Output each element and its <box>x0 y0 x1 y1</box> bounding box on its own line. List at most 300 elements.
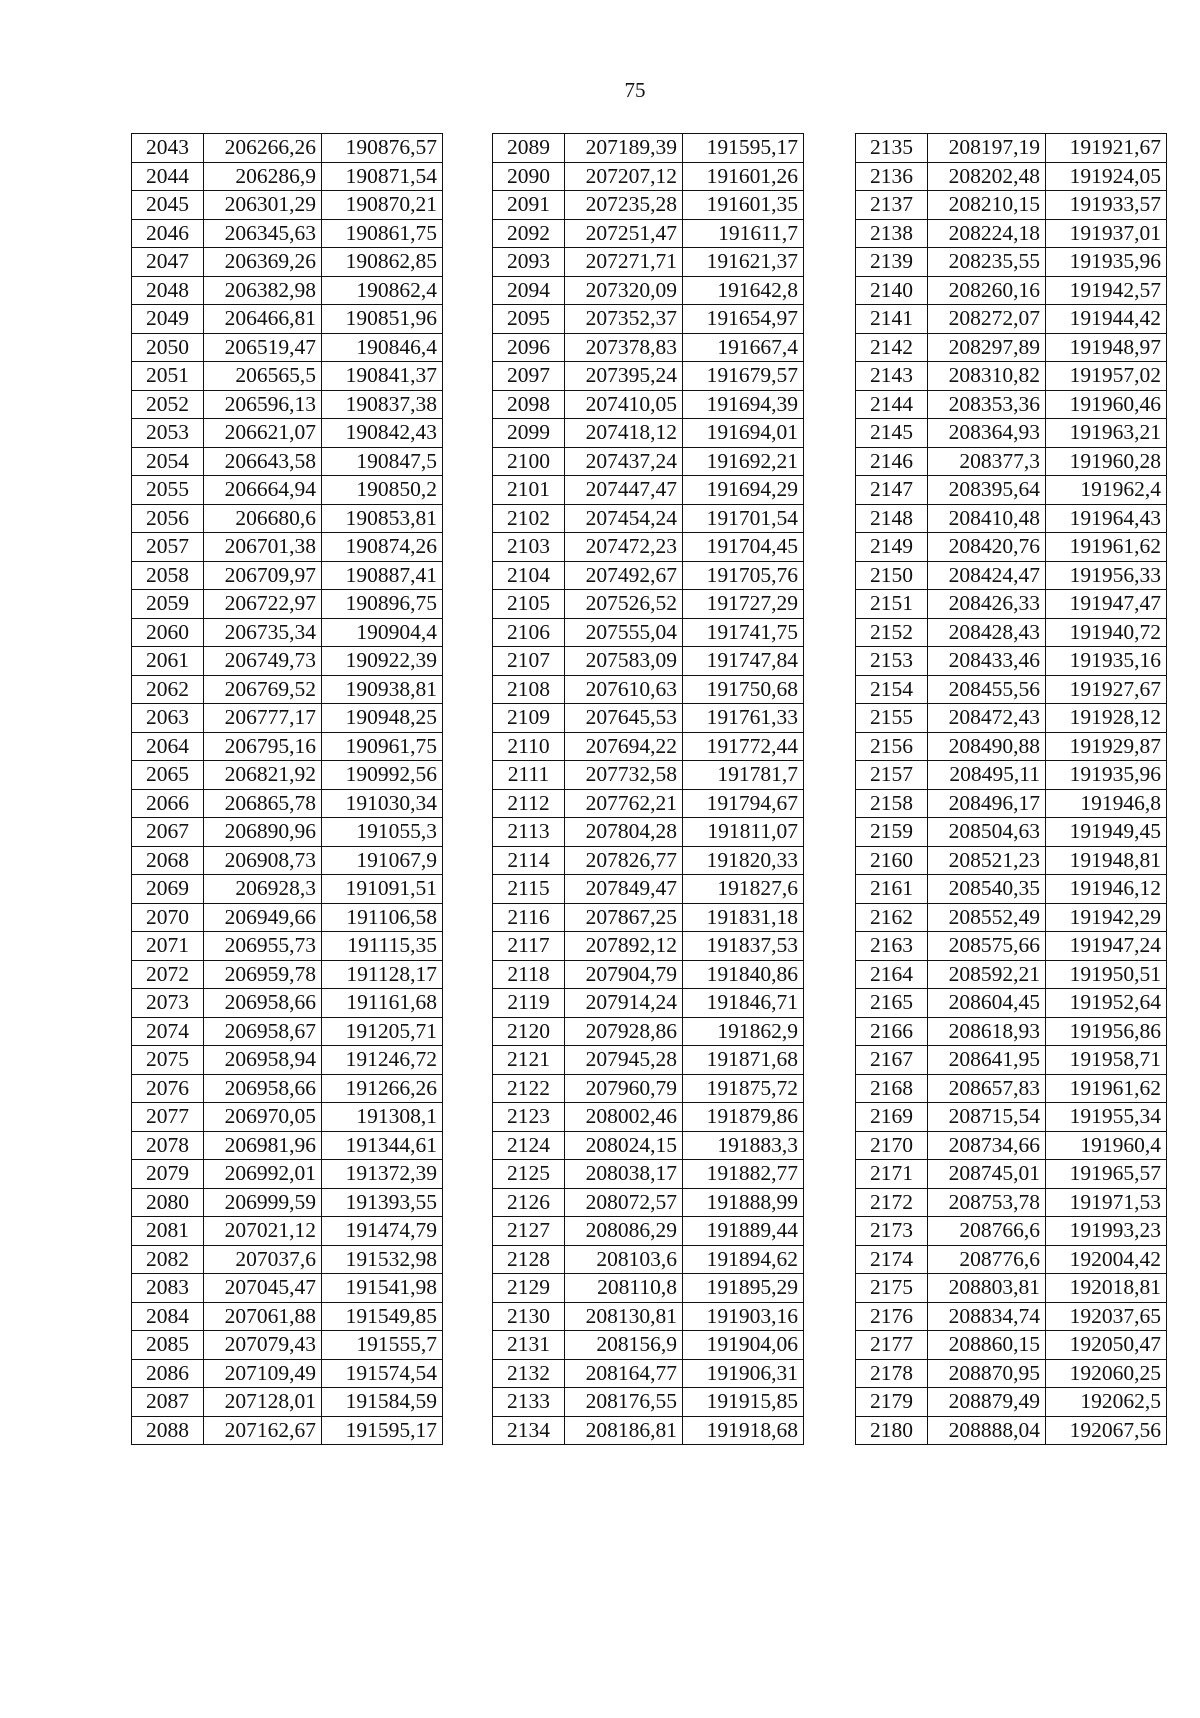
y-coordinate-cell: 190992,56 <box>322 761 443 790</box>
table-row <box>493 618 804 647</box>
x-coordinate-cell: 206709,97 <box>204 561 322 590</box>
table-row <box>132 675 443 704</box>
x-coordinate-cell: 208235,55 <box>928 248 1046 277</box>
point-number-cell: 2097 <box>493 362 565 391</box>
table-row <box>493 1217 804 1246</box>
x-coordinate-cell: 206519,47 <box>204 333 322 362</box>
x-coordinate-cell: 206301,29 <box>204 191 322 220</box>
y-coordinate-cell: 191030,34 <box>322 789 443 818</box>
y-coordinate-cell: 191846,71 <box>683 989 804 1018</box>
point-number-cell: 2102 <box>493 504 565 533</box>
point-number-cell: 2158 <box>856 789 928 818</box>
y-coordinate-cell: 191741,75 <box>683 618 804 647</box>
x-coordinate-cell: 207928,86 <box>565 1017 683 1046</box>
table-row <box>856 1274 1167 1303</box>
y-coordinate-cell: 191555,7 <box>322 1331 443 1360</box>
table-row <box>493 1274 804 1303</box>
y-coordinate-cell: 191595,17 <box>322 1416 443 1445</box>
point-number-cell: 2079 <box>132 1160 204 1189</box>
x-coordinate-cell: 208734,66 <box>928 1131 1046 1160</box>
y-coordinate-cell: 191667,4 <box>683 333 804 362</box>
y-coordinate-cell: 191950,51 <box>1046 960 1167 989</box>
coordinate-table-2 <box>492 133 804 1445</box>
point-number-cell: 2133 <box>493 1388 565 1417</box>
point-number-cell: 2172 <box>856 1188 928 1217</box>
table-row <box>493 504 804 533</box>
y-coordinate-cell: 191895,29 <box>683 1274 804 1303</box>
y-coordinate-cell: 190887,41 <box>322 561 443 590</box>
x-coordinate-cell: 207395,24 <box>565 362 683 391</box>
table-row <box>856 618 1167 647</box>
y-coordinate-cell: 191906,31 <box>683 1359 804 1388</box>
table-row <box>493 1131 804 1160</box>
point-number-cell: 2118 <box>493 960 565 989</box>
table-row <box>132 818 443 847</box>
table-row <box>493 932 804 961</box>
x-coordinate-cell: 208224,18 <box>928 219 1046 248</box>
y-coordinate-cell: 191266,26 <box>322 1074 443 1103</box>
point-number-cell: 2123 <box>493 1103 565 1132</box>
table-row <box>856 162 1167 191</box>
y-coordinate-cell: 191915,85 <box>683 1388 804 1417</box>
table-row <box>856 704 1167 733</box>
x-coordinate-cell: 206266,26 <box>204 134 322 163</box>
point-number-cell: 2157 <box>856 761 928 790</box>
point-number-cell: 2084 <box>132 1302 204 1331</box>
y-coordinate-cell: 191811,07 <box>683 818 804 847</box>
table-row <box>132 647 443 676</box>
y-coordinate-cell: 191888,99 <box>683 1188 804 1217</box>
y-coordinate-cell: 191837,53 <box>683 932 804 961</box>
y-coordinate-cell: 191882,77 <box>683 1160 804 1189</box>
x-coordinate-cell: 208164,77 <box>565 1359 683 1388</box>
x-coordinate-cell: 208072,57 <box>565 1188 683 1217</box>
point-number-cell: 2134 <box>493 1416 565 1445</box>
x-coordinate-cell: 207061,88 <box>204 1302 322 1331</box>
y-coordinate-cell: 191960,4 <box>1046 1131 1167 1160</box>
table-row <box>493 761 804 790</box>
x-coordinate-cell: 208766,6 <box>928 1217 1046 1246</box>
table-row <box>132 362 443 391</box>
point-number-cell: 2124 <box>493 1131 565 1160</box>
y-coordinate-cell: 191879,86 <box>683 1103 804 1132</box>
y-coordinate-cell: 191840,86 <box>683 960 804 989</box>
x-coordinate-cell: 207378,83 <box>565 333 683 362</box>
x-coordinate-cell: 207128,01 <box>204 1388 322 1417</box>
point-number-cell: 2062 <box>132 675 204 704</box>
x-coordinate-cell: 207555,04 <box>565 618 683 647</box>
point-number-cell: 2156 <box>856 732 928 761</box>
x-coordinate-cell: 208879,49 <box>928 1388 1046 1417</box>
table-row <box>493 818 804 847</box>
y-coordinate-cell: 191961,62 <box>1046 1074 1167 1103</box>
x-coordinate-cell: 206722,97 <box>204 590 322 619</box>
y-coordinate-cell: 191956,33 <box>1046 561 1167 590</box>
table-row <box>493 1017 804 1046</box>
y-coordinate-cell: 191964,43 <box>1046 504 1167 533</box>
x-coordinate-cell: 208776,6 <box>928 1245 1046 1274</box>
x-coordinate-cell: 206821,92 <box>204 761 322 790</box>
table-row <box>132 1331 443 1360</box>
table-row <box>856 846 1167 875</box>
x-coordinate-cell: 206959,78 <box>204 960 322 989</box>
table-row <box>132 1302 443 1331</box>
point-number-cell: 2154 <box>856 675 928 704</box>
table-row <box>856 276 1167 305</box>
point-number-cell: 2101 <box>493 476 565 505</box>
x-coordinate-cell: 206958,66 <box>204 1074 322 1103</box>
table-row <box>132 1131 443 1160</box>
y-coordinate-cell: 191952,64 <box>1046 989 1167 1018</box>
point-number-cell: 2115 <box>493 875 565 904</box>
y-coordinate-cell: 190853,81 <box>322 504 443 533</box>
point-number-cell: 2153 <box>856 647 928 676</box>
y-coordinate-cell: 191871,68 <box>683 1046 804 1075</box>
y-coordinate-cell: 191115,35 <box>322 932 443 961</box>
table-row <box>493 1388 804 1417</box>
point-number-cell: 2053 <box>132 419 204 448</box>
x-coordinate-cell: 206680,6 <box>204 504 322 533</box>
x-coordinate-cell: 207320,09 <box>565 276 683 305</box>
y-coordinate-cell: 191584,59 <box>322 1388 443 1417</box>
y-coordinate-cell: 190874,26 <box>322 533 443 562</box>
x-coordinate-cell: 207352,37 <box>565 305 683 334</box>
point-number-cell: 2065 <box>132 761 204 790</box>
table-row <box>132 390 443 419</box>
table-row <box>132 276 443 305</box>
table-row <box>132 590 443 619</box>
point-number-cell: 2048 <box>132 276 204 305</box>
point-number-cell: 2105 <box>493 590 565 619</box>
point-number-cell: 2077 <box>132 1103 204 1132</box>
y-coordinate-cell: 191940,72 <box>1046 618 1167 647</box>
x-coordinate-cell: 208426,33 <box>928 590 1046 619</box>
point-number-cell: 2117 <box>493 932 565 961</box>
point-number-cell: 2059 <box>132 590 204 619</box>
point-number-cell: 2052 <box>132 390 204 419</box>
x-coordinate-cell: 208130,81 <box>565 1302 683 1331</box>
point-number-cell: 2113 <box>493 818 565 847</box>
y-coordinate-cell: 191705,76 <box>683 561 804 590</box>
point-number-cell: 2138 <box>856 219 928 248</box>
point-number-cell: 2167 <box>856 1046 928 1075</box>
x-coordinate-cell: 206908,73 <box>204 846 322 875</box>
table-row <box>856 1302 1167 1331</box>
point-number-cell: 2090 <box>493 162 565 191</box>
x-coordinate-cell: 207418,12 <box>565 419 683 448</box>
y-coordinate-cell: 191894,62 <box>683 1245 804 1274</box>
x-coordinate-cell: 208395,64 <box>928 476 1046 505</box>
y-coordinate-cell: 191794,67 <box>683 789 804 818</box>
point-number-cell: 2151 <box>856 590 928 619</box>
point-number-cell: 2148 <box>856 504 928 533</box>
table-row <box>493 675 804 704</box>
y-coordinate-cell: 191595,17 <box>683 134 804 163</box>
y-coordinate-cell: 191679,57 <box>683 362 804 391</box>
point-number-cell: 2144 <box>856 390 928 419</box>
table-row <box>856 504 1167 533</box>
y-coordinate-cell: 191701,54 <box>683 504 804 533</box>
table-row <box>132 476 443 505</box>
table-row <box>493 1302 804 1331</box>
y-coordinate-cell: 191948,81 <box>1046 846 1167 875</box>
point-number-cell: 2057 <box>132 533 204 562</box>
x-coordinate-cell: 207251,47 <box>565 219 683 248</box>
point-number-cell: 2146 <box>856 447 928 476</box>
x-coordinate-cell: 207437,24 <box>565 447 683 476</box>
point-number-cell: 2171 <box>856 1160 928 1189</box>
table-row <box>132 134 443 163</box>
point-number-cell: 2108 <box>493 675 565 704</box>
table-row <box>856 960 1167 989</box>
y-coordinate-cell: 191928,12 <box>1046 704 1167 733</box>
x-coordinate-cell: 207021,12 <box>204 1217 322 1246</box>
point-number-cell: 2082 <box>132 1245 204 1274</box>
x-coordinate-cell: 206999,59 <box>204 1188 322 1217</box>
x-coordinate-cell: 207207,12 <box>565 162 683 191</box>
point-number-cell: 2055 <box>132 476 204 505</box>
x-coordinate-cell: 206749,73 <box>204 647 322 676</box>
x-coordinate-cell: 207447,47 <box>565 476 683 505</box>
point-number-cell: 2071 <box>132 932 204 961</box>
point-number-cell: 2122 <box>493 1074 565 1103</box>
y-coordinate-cell: 191956,86 <box>1046 1017 1167 1046</box>
y-coordinate-cell: 190904,4 <box>322 618 443 647</box>
y-coordinate-cell: 191541,98 <box>322 1274 443 1303</box>
x-coordinate-cell: 208834,74 <box>928 1302 1046 1331</box>
y-coordinate-cell: 191903,16 <box>683 1302 804 1331</box>
y-coordinate-cell: 191694,29 <box>683 476 804 505</box>
y-coordinate-cell: 191971,53 <box>1046 1188 1167 1217</box>
table-row <box>493 248 804 277</box>
table-row <box>856 1331 1167 1360</box>
table-row <box>493 875 804 904</box>
table-row <box>856 419 1167 448</box>
x-coordinate-cell: 208428,43 <box>928 618 1046 647</box>
y-coordinate-cell: 190876,57 <box>322 134 443 163</box>
point-number-cell: 2130 <box>493 1302 565 1331</box>
table-row <box>132 1160 443 1189</box>
table-row <box>856 1388 1167 1417</box>
y-coordinate-cell: 191161,68 <box>322 989 443 1018</box>
y-coordinate-cell: 190961,75 <box>322 732 443 761</box>
y-coordinate-cell: 192050,47 <box>1046 1331 1167 1360</box>
y-coordinate-cell: 190870,21 <box>322 191 443 220</box>
y-coordinate-cell: 191927,67 <box>1046 675 1167 704</box>
x-coordinate-cell: 206777,17 <box>204 704 322 733</box>
point-number-cell: 2120 <box>493 1017 565 1046</box>
x-coordinate-cell: 208592,21 <box>928 960 1046 989</box>
x-coordinate-cell: 207804,28 <box>565 818 683 847</box>
x-coordinate-cell: 207694,22 <box>565 732 683 761</box>
point-number-cell: 2114 <box>493 846 565 875</box>
table-row <box>856 248 1167 277</box>
table-body <box>856 134 1167 1445</box>
x-coordinate-cell: 206795,16 <box>204 732 322 761</box>
table-row <box>132 305 443 334</box>
point-number-cell: 2088 <box>132 1416 204 1445</box>
point-number-cell: 2089 <box>493 134 565 163</box>
point-number-cell: 2086 <box>132 1359 204 1388</box>
y-coordinate-cell: 191532,98 <box>322 1245 443 1274</box>
x-coordinate-cell: 208552,49 <box>928 903 1046 932</box>
y-coordinate-cell: 192062,5 <box>1046 1388 1167 1417</box>
point-number-cell: 2080 <box>132 1188 204 1217</box>
table-row <box>856 675 1167 704</box>
point-number-cell: 2069 <box>132 875 204 904</box>
point-number-cell: 2049 <box>132 305 204 334</box>
x-coordinate-cell: 207867,25 <box>565 903 683 932</box>
point-number-cell: 2132 <box>493 1359 565 1388</box>
x-coordinate-cell: 208202,48 <box>928 162 1046 191</box>
y-coordinate-cell: 191642,8 <box>683 276 804 305</box>
table-body <box>132 134 443 1445</box>
table-row <box>493 647 804 676</box>
table-row <box>856 647 1167 676</box>
table-row <box>493 732 804 761</box>
point-number-cell: 2106 <box>493 618 565 647</box>
x-coordinate-cell: 206958,66 <box>204 989 322 1018</box>
table-row <box>132 1359 443 1388</box>
x-coordinate-cell: 208540,35 <box>928 875 1046 904</box>
y-coordinate-cell: 190862,85 <box>322 248 443 277</box>
point-number-cell: 2180 <box>856 1416 928 1445</box>
point-number-cell: 2175 <box>856 1274 928 1303</box>
x-coordinate-cell: 207762,21 <box>565 789 683 818</box>
x-coordinate-cell: 206958,67 <box>204 1017 322 1046</box>
x-coordinate-cell: 207732,58 <box>565 761 683 790</box>
y-coordinate-cell: 191091,51 <box>322 875 443 904</box>
y-coordinate-cell: 191948,97 <box>1046 333 1167 362</box>
table-row <box>493 704 804 733</box>
point-number-cell: 2098 <box>493 390 565 419</box>
x-coordinate-cell: 206890,96 <box>204 818 322 847</box>
x-coordinate-cell: 208410,48 <box>928 504 1046 533</box>
y-coordinate-cell: 190896,75 <box>322 590 443 619</box>
x-coordinate-cell: 208433,46 <box>928 647 1046 676</box>
point-number-cell: 2064 <box>132 732 204 761</box>
table-row <box>856 903 1167 932</box>
y-coordinate-cell: 190837,38 <box>322 390 443 419</box>
y-coordinate-cell: 191993,23 <box>1046 1217 1167 1246</box>
x-coordinate-cell: 208575,66 <box>928 932 1046 961</box>
table-row <box>132 219 443 248</box>
table-row <box>132 1046 443 1075</box>
point-number-cell: 2177 <box>856 1331 928 1360</box>
table-row <box>493 903 804 932</box>
y-coordinate-cell: 191692,21 <box>683 447 804 476</box>
point-number-cell: 2125 <box>493 1160 565 1189</box>
y-coordinate-cell: 191474,79 <box>322 1217 443 1246</box>
table-row <box>856 1217 1167 1246</box>
point-number-cell: 2083 <box>132 1274 204 1303</box>
x-coordinate-cell: 206949,66 <box>204 903 322 932</box>
y-coordinate-cell: 191935,16 <box>1046 647 1167 676</box>
point-number-cell: 2178 <box>856 1359 928 1388</box>
y-coordinate-cell: 192037,65 <box>1046 1302 1167 1331</box>
table-row <box>856 818 1167 847</box>
point-number-cell: 2129 <box>493 1274 565 1303</box>
point-number-cell: 2147 <box>856 476 928 505</box>
point-number-cell: 2142 <box>856 333 928 362</box>
y-coordinate-cell: 191958,71 <box>1046 1046 1167 1075</box>
table-row <box>132 333 443 362</box>
table-row <box>132 704 443 733</box>
table-row <box>856 1074 1167 1103</box>
y-coordinate-cell: 191889,44 <box>683 1217 804 1246</box>
y-coordinate-cell: 191727,29 <box>683 590 804 619</box>
point-number-cell: 2043 <box>132 134 204 163</box>
table-row <box>493 419 804 448</box>
point-number-cell: 2074 <box>132 1017 204 1046</box>
x-coordinate-cell: 206643,58 <box>204 447 322 476</box>
table-row <box>493 305 804 334</box>
table-row <box>856 390 1167 419</box>
table-row <box>856 305 1167 334</box>
table-row <box>132 561 443 590</box>
table-row <box>856 1017 1167 1046</box>
x-coordinate-cell: 208657,83 <box>928 1074 1046 1103</box>
table-row <box>132 1217 443 1246</box>
table-row <box>132 533 443 562</box>
y-coordinate-cell: 191946,8 <box>1046 789 1167 818</box>
point-number-cell: 2092 <box>493 219 565 248</box>
table-row <box>856 1188 1167 1217</box>
x-coordinate-cell: 208496,17 <box>928 789 1046 818</box>
point-number-cell: 2149 <box>856 533 928 562</box>
point-number-cell: 2110 <box>493 732 565 761</box>
y-coordinate-cell: 191935,96 <box>1046 248 1167 277</box>
x-coordinate-cell: 207892,12 <box>565 932 683 961</box>
x-coordinate-cell: 207849,47 <box>565 875 683 904</box>
table-row <box>132 732 443 761</box>
x-coordinate-cell: 206664,94 <box>204 476 322 505</box>
table-row <box>856 533 1167 562</box>
point-number-cell: 2078 <box>132 1131 204 1160</box>
y-coordinate-cell: 191574,54 <box>322 1359 443 1388</box>
table-row <box>493 219 804 248</box>
point-number-cell: 2135 <box>856 134 928 163</box>
x-coordinate-cell: 208495,11 <box>928 761 1046 790</box>
table-row <box>132 618 443 647</box>
table-row <box>132 846 443 875</box>
point-number-cell: 2068 <box>132 846 204 875</box>
y-coordinate-cell: 191067,9 <box>322 846 443 875</box>
table-row <box>493 1103 804 1132</box>
y-coordinate-cell: 191704,45 <box>683 533 804 562</box>
table-row <box>132 447 443 476</box>
point-number-cell: 2091 <box>493 191 565 220</box>
x-coordinate-cell: 206735,34 <box>204 618 322 647</box>
y-coordinate-cell: 191961,62 <box>1046 533 1167 562</box>
y-coordinate-cell: 191820,33 <box>683 846 804 875</box>
table-row <box>856 447 1167 476</box>
point-number-cell: 2126 <box>493 1188 565 1217</box>
table-row <box>493 1160 804 1189</box>
point-number-cell: 2109 <box>493 704 565 733</box>
x-coordinate-cell: 208210,15 <box>928 191 1046 220</box>
y-coordinate-cell: 191955,34 <box>1046 1103 1167 1132</box>
table-row <box>493 333 804 362</box>
point-number-cell: 2145 <box>856 419 928 448</box>
x-coordinate-cell: 208715,54 <box>928 1103 1046 1132</box>
point-number-cell: 2094 <box>493 276 565 305</box>
y-coordinate-cell: 191747,84 <box>683 647 804 676</box>
table-row <box>493 1359 804 1388</box>
table-row <box>856 1416 1167 1445</box>
x-coordinate-cell: 208377,3 <box>928 447 1046 476</box>
y-coordinate-cell: 191308,1 <box>322 1103 443 1132</box>
